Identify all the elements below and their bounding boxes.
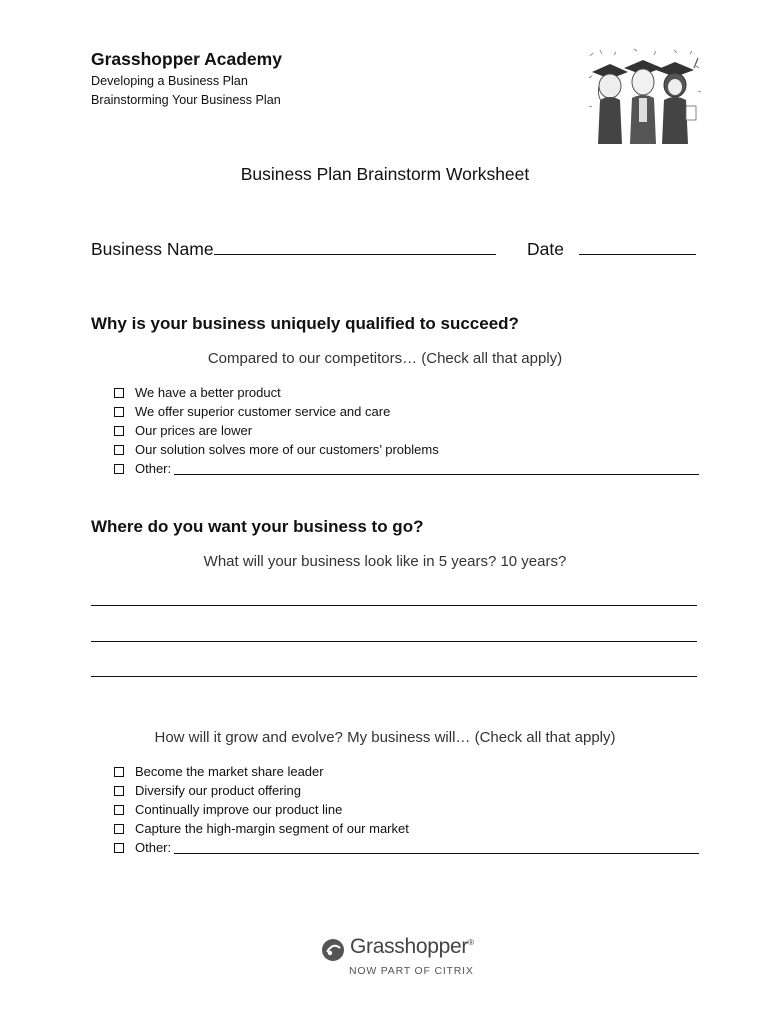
- graduates-illustration: [586, 46, 704, 150]
- lesson-title: Brainstorming Your Business Plan: [91, 93, 281, 107]
- section1-heading: Why is your business uniquely qualified to succeed?: [91, 314, 519, 333]
- answer-line-2[interactable]: [91, 629, 697, 642]
- checklist-item[interactable]: Our prices are lower: [114, 421, 699, 440]
- course-title: Developing a Business Plan: [91, 74, 248, 88]
- checkbox[interactable]: [114, 426, 124, 436]
- checkbox[interactable]: [114, 464, 124, 474]
- date-input-line[interactable]: [579, 240, 696, 255]
- checkbox[interactable]: [114, 786, 124, 796]
- answer-line-1[interactable]: [91, 593, 697, 606]
- checklist-item[interactable]: Diversify our product offering: [114, 781, 699, 800]
- section1-checklist: [114, 383, 699, 478]
- checkbox[interactable]: [114, 805, 124, 815]
- answer-line-3[interactable]: [91, 664, 697, 677]
- date-label: Date: [527, 239, 564, 259]
- section2-heading: Where do you want your business to go?: [91, 517, 424, 536]
- checklist-item[interactable]: Capture the high-margin segment of our market: [114, 819, 699, 838]
- business-name-label: Business Name: [91, 239, 214, 259]
- business-name-input-line[interactable]: [214, 240, 496, 255]
- grasshopper-logo: [320, 935, 480, 981]
- other-input-line[interactable]: [174, 462, 699, 475]
- grasshopper-logo-icon: [320, 937, 346, 963]
- checklist-item[interactable]: We offer superior customer service and care: [114, 402, 699, 421]
- date-field[interactable]: [527, 239, 696, 260]
- section1-prompt: Compared to our competitors… (Check all that apply): [207, 350, 563, 367]
- checklist-item[interactable]: Continually improve our product line: [114, 800, 699, 819]
- checklist-item-other[interactable]: Other:: [114, 459, 699, 478]
- section2-prompt2: How will it grow and evolve? My business will… (Check all that apply): [154, 729, 616, 746]
- checklist-item[interactable]: Our solution solves more of our customers’ problems: [114, 440, 699, 459]
- org-title: Grasshopper Academy: [91, 49, 282, 69]
- brand-tagline: NOW PART OF CITRIX: [349, 965, 474, 977]
- section2-prompt: What will your business look like in 5 years? 10 years?: [203, 553, 567, 570]
- checkbox[interactable]: [114, 407, 124, 417]
- checkbox[interactable]: [114, 767, 124, 777]
- section2-checklist: [114, 762, 699, 857]
- checklist-item[interactable]: We have a better product: [114, 383, 699, 402]
- checkbox[interactable]: [114, 388, 124, 398]
- checkbox[interactable]: [114, 824, 124, 834]
- checklist-item[interactable]: Become the market share leader: [114, 762, 699, 781]
- checkbox[interactable]: [114, 445, 124, 455]
- checkbox[interactable]: [114, 843, 124, 853]
- brand-name: Grasshopper®: [350, 935, 474, 958]
- other-input-line[interactable]: [174, 841, 699, 854]
- worksheet-title: Business Plan Brainstorm Worksheet: [240, 164, 530, 184]
- business-name-field[interactable]: [91, 239, 496, 260]
- checklist-item-other[interactable]: Other:: [114, 838, 699, 857]
